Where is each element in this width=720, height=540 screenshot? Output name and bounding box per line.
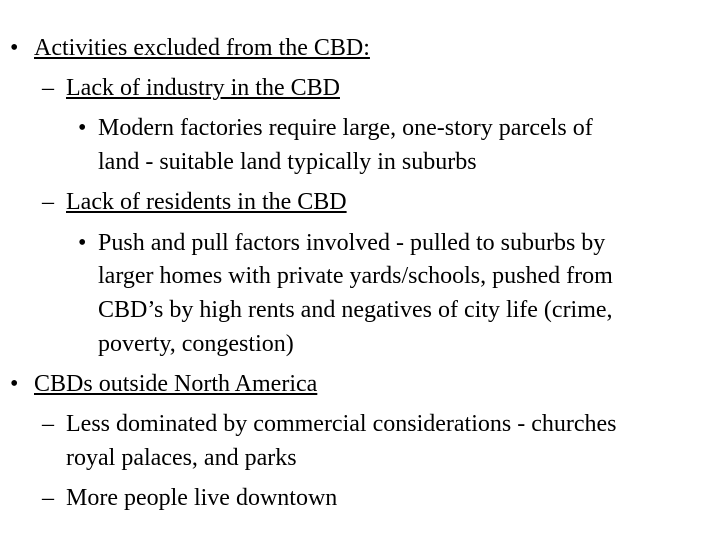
detail-line: larger homes with private yards/schools, pushed from [98, 263, 613, 289]
bullet-level2: – [42, 485, 54, 511]
detail-line: Less dominated by commercial considerations - churches [66, 411, 617, 437]
bullet-level2: – [42, 189, 54, 215]
bullet-level3: • [78, 230, 87, 256]
detail-line: More people live downtown [66, 485, 338, 511]
detail-line: royal palaces, and parks [66, 445, 297, 471]
bullet-level2: – [42, 411, 54, 437]
bullet-level1: • [10, 35, 19, 61]
detail-line: Modern factories require large, one-story parcels of [98, 115, 593, 141]
bullet-level1: • [10, 371, 19, 397]
heading-activities-excluded: Activities excluded from the CBD: [34, 35, 370, 61]
heading-cbds-outside-north-america: CBDs outside North America [34, 371, 318, 397]
subheading-lack-of-residents: Lack of residents in the CBD [66, 189, 347, 215]
bullet-level3: • [78, 115, 87, 141]
detail-line: land - suitable land typically in suburbs [98, 149, 477, 175]
detail-line: CBD’s by high rents and negatives of city life (crime, [98, 297, 613, 323]
detail-line: Push and pull factors involved - pulled to suburbs by [98, 230, 606, 256]
subheading-lack-of-industry: Lack of industry in the CBD [66, 75, 340, 101]
detail-line: poverty, congestion) [98, 331, 294, 357]
bullet-level2: – [42, 75, 54, 101]
